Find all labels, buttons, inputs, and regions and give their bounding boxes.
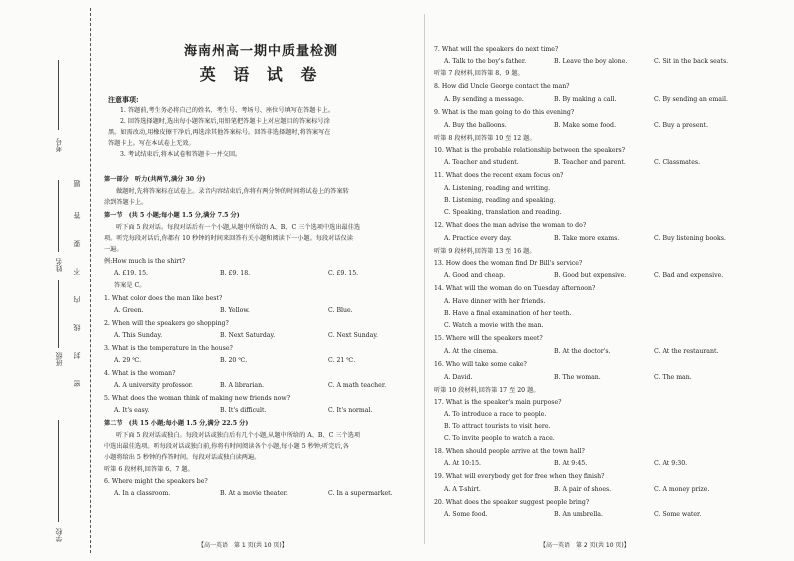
option: C. At the restaurant. xyxy=(654,348,719,355)
seal-char: 答 xyxy=(73,212,81,219)
question: 4. What is the woman? xyxy=(104,370,176,377)
section2-intro: 听下面 5 段对话或独白。每段对话或独白后有几个小题,从题中所给的 A、B、C 三个选项 xyxy=(116,432,361,439)
section2-intro: 中选出最佳选项。听每段对话或独白前,你将有时间阅读各个小题,每小题 5 秒钟;听完后,各 xyxy=(104,443,349,450)
section1-intro: 听下面 5 段对话。每段对话后有一个小题,从题中所给的 A、B、C 三个选项中选出最佳选 xyxy=(116,224,361,231)
part1-heading: 第一部分 听力(共两节,满分 30 分) xyxy=(104,176,206,183)
page-footer-right: 【高一英语 第 2 页(共 10 页)】 xyxy=(540,542,630,549)
school-blank xyxy=(58,420,59,522)
question: 10. What is the probable relationship between the speakers? xyxy=(434,147,626,154)
notes-line: 答题卡上。写在本试卷上无效。 xyxy=(108,140,195,147)
question: 5. What does the woman think of making new friends now? xyxy=(104,395,291,402)
option: C. A math teacher. xyxy=(328,382,387,389)
question: 13. How does the woman find Dr Bill's service? xyxy=(434,260,583,267)
part1-intro: 做题时,先将答案标在试卷上。录音内容结束后,你将有两分钟的时间将试卷上的答案转 xyxy=(116,188,349,195)
option: C. Buy a present. xyxy=(654,122,708,129)
option: C. A money prize. xyxy=(654,486,710,493)
section1-heading: 第一节 (共 5 小题;每小题 1.5 分,满分 7.5 分) xyxy=(104,212,240,219)
notes-line: 1. 答题前,考生务必将自己的姓名、考生号、考场号、座位号填写在答题卡上。 xyxy=(120,107,335,114)
seal-char: 要 xyxy=(73,240,81,247)
question: 16. Who will take some cake? xyxy=(434,361,527,368)
question: 9. What is the man going to do this evening? xyxy=(434,109,575,116)
question: 20. What does the speaker suggest people bring? xyxy=(434,499,590,506)
option: A. It's easy. xyxy=(114,407,150,414)
example-answer: 答案是 C。 xyxy=(114,282,146,289)
option: B. Take more exams. xyxy=(554,235,620,242)
option: C. In a supermarket. xyxy=(328,490,393,497)
class-label: 班级 xyxy=(55,352,63,366)
material-note: 听第 10 段材料,回答第 17 至 20 题。 xyxy=(434,387,540,394)
option: B. Next Saturday. xyxy=(220,332,276,339)
option: C. Buy listening books. xyxy=(654,235,726,242)
column-divider xyxy=(424,14,425,544)
name-label: 姓名 xyxy=(55,258,63,272)
option: B. To attract tourists to visit here. xyxy=(444,423,551,430)
option: A. This Sunday. xyxy=(114,332,163,339)
exam-subject: 英 语 试 卷 xyxy=(199,65,323,84)
exam-title: 海南州高一期中质量检测 xyxy=(183,44,338,59)
option: C. Watch a movie with the man. xyxy=(444,322,544,329)
option: B. By making a call. xyxy=(554,96,617,103)
option: A. Talk to the boy's father. xyxy=(444,58,527,65)
question: 11. What does the recent exam focus on? xyxy=(434,172,564,179)
option: C. It's normal. xyxy=(328,407,373,414)
option: B. A pair of shoes. xyxy=(554,486,612,493)
question: 17. What is the speaker's main purpose? xyxy=(434,399,562,406)
material-note: 听第 7 段材料,回答第 8、9 题。 xyxy=(434,70,524,77)
option: C. By sending an email. xyxy=(654,96,728,103)
option: A. David. xyxy=(444,374,473,381)
option: C. The man. xyxy=(654,374,692,381)
option: A. Have dinner with her friends. xyxy=(444,298,546,305)
option: B. At a movie theater. xyxy=(220,490,288,497)
option: B. Make some food. xyxy=(554,122,616,129)
question: 1. What color does the man like best? xyxy=(104,295,223,302)
option: A. A university professor. xyxy=(114,382,193,389)
section2-heading: 第二节 (共 15 小题;每小题 1.5 分,满分 22.5 分) xyxy=(104,420,249,427)
option: A. Buy the balloons. xyxy=(444,122,507,129)
question: 7. What will the speakers do next time? xyxy=(434,46,559,53)
name-blank xyxy=(58,180,59,252)
option: A. A T-shirt. xyxy=(444,486,481,493)
option: C. At 9:30. xyxy=(654,460,688,467)
option: A. In a classroom. xyxy=(114,490,171,497)
seal-char: 不 xyxy=(73,268,81,275)
option: C. Classmates. xyxy=(654,159,701,166)
school-label: 学校 xyxy=(55,528,63,542)
option: B. The woman. xyxy=(554,374,601,381)
material-note: 听第 9 段材料,回答第 13 至 16 题。 xyxy=(434,248,536,255)
notes-line: 2. 回答选择题时,选出每小题答案后,用铅笔把答题卡上对应题目的答案标号涂 xyxy=(120,118,330,125)
material-note: 听第 8 段材料,回答第 10 至 12 题。 xyxy=(434,135,536,142)
question: 3. What is the temperature in the house? xyxy=(104,345,233,352)
option: B. At 9:45. xyxy=(554,460,588,467)
option: C. Next Sunday. xyxy=(328,332,378,339)
option: B. 20 ℃. xyxy=(220,357,248,364)
option: B. It's difficult. xyxy=(220,407,267,414)
option: C. Sit in the back seats. xyxy=(654,58,729,65)
notes-heading: 注意事项: xyxy=(108,95,139,104)
exam-no-blank xyxy=(58,60,59,130)
option: A. At 10:15. xyxy=(444,460,482,467)
option: B. Yellow. xyxy=(220,307,250,314)
option: A. Some food. xyxy=(444,511,488,518)
option: B. Listening, reading and speaking. xyxy=(444,197,556,204)
seal-char: 线 xyxy=(73,324,81,331)
option: A. Green. xyxy=(114,307,144,314)
option: C. Speaking, translation and reading. xyxy=(444,209,562,216)
question: 15. Where will the speakers meet? xyxy=(434,335,543,342)
option: B. Have a final examination of her teeth. xyxy=(444,310,572,317)
notes-line: 3. 考试结束后,将本试卷和答题卡一并交回。 xyxy=(120,151,242,158)
section2-intro: 小题将给出 5 秒钟的作答时间。每段对话或独白读两遍。 xyxy=(104,454,261,461)
example-question: 例:How much is the shirt? xyxy=(104,258,186,265)
option: B. Leave the boy alone. xyxy=(554,58,628,65)
question: 19. What will everybody get for free when they finish? xyxy=(434,473,605,480)
option: B. An umbrella. xyxy=(554,511,603,518)
example-option: C. £9. 15. xyxy=(328,270,359,277)
seal-char: 题 xyxy=(73,180,81,187)
option: C. Some water. xyxy=(654,511,702,518)
seal-char: 封 xyxy=(73,352,81,359)
question: 2. When will the speakers go shopping? xyxy=(104,320,229,327)
part1-intro: 涂到答题卡上。 xyxy=(104,199,148,206)
option: B. Good but expensive. xyxy=(554,272,627,279)
option: B. At the doctor's. xyxy=(554,348,611,355)
page-footer-left: 【高一英语 第 1 页(共 10 页)】 xyxy=(198,542,288,549)
option: C. Bad and expensive. xyxy=(654,272,724,279)
example-option: B. £9. 18. xyxy=(220,270,251,277)
option: A. Good and cheap. xyxy=(444,272,506,279)
option: A. 29 ℃. xyxy=(114,357,142,364)
section1-intro: 项。听完每段对话后,你都有 10 秒钟的时间来回答有关小题和阅读下一小题。每段对话仅读 xyxy=(104,235,353,242)
class-blank xyxy=(58,280,59,348)
option: A. By sending a message. xyxy=(444,96,524,103)
option: A. Practice every day. xyxy=(444,235,512,242)
option: A. Listening, reading and writing. xyxy=(444,185,551,192)
seal-char: 密 xyxy=(73,380,81,387)
notes-line: 黑。如需改动,用橡皮擦干净后,再选涂其他答案标号。回答非选择题时,将答案写在 xyxy=(108,129,331,136)
option: B. Teacher and parent. xyxy=(554,159,626,166)
seal-char: 内 xyxy=(73,296,81,303)
question: 14. What will the woman do on Tuesday afternoon? xyxy=(434,285,596,292)
option: B. A librarian. xyxy=(220,382,265,389)
option: A. To introduce a race to people. xyxy=(444,411,547,418)
option: C. To invite people to watch a race. xyxy=(444,435,555,442)
material-note: 听第 6 段材料,回答第 6、7 题。 xyxy=(104,466,194,473)
option: C. 21 ℃. xyxy=(328,357,356,364)
example-option: A. £19. 15. xyxy=(114,270,148,277)
section1-intro: 一遍。 xyxy=(104,246,123,253)
question: 6. Where might the speakers be? xyxy=(104,478,208,485)
option: C. Blue. xyxy=(328,307,353,314)
question: 8. How did Uncle George contact the man? xyxy=(434,83,570,90)
seal-line xyxy=(90,8,91,553)
binding-margin xyxy=(0,0,96,561)
option: A. Teacher and student. xyxy=(444,159,519,166)
exam-no-label: 考号 xyxy=(55,138,63,152)
question: 12. What does the man advise the woman to do? xyxy=(434,222,587,229)
question: 18. When should people arrive at the town hall? xyxy=(434,448,585,455)
option: A. At the cinema. xyxy=(444,348,498,355)
